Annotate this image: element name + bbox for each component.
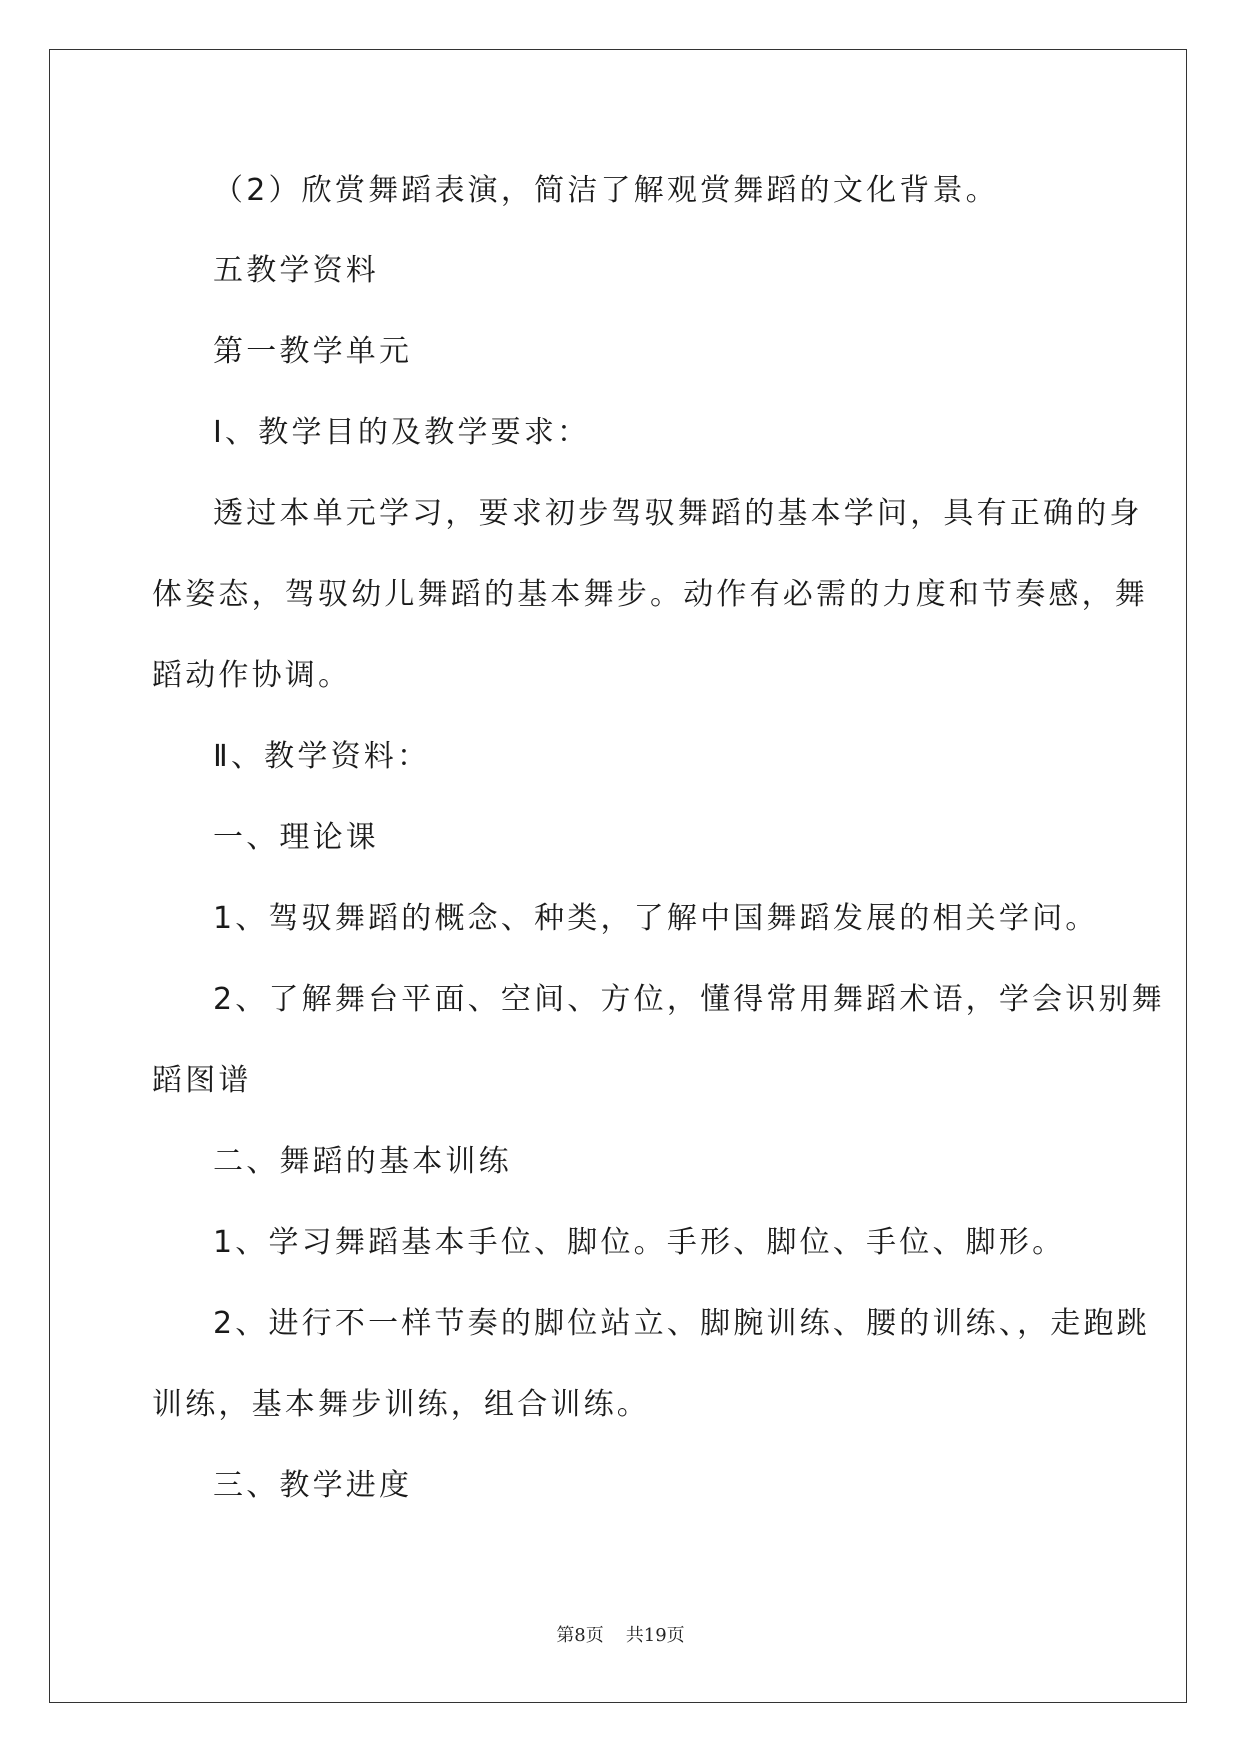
section-heading: 五教学资料 (213, 253, 379, 288)
list-item-continuation: 训练，基本舞步训练，组合训练。 (152, 1387, 650, 1422)
section-heading: 三、教学进度 (213, 1468, 413, 1503)
page-footer (0, 1621, 1241, 1647)
section-heading: 一、理论课 (213, 820, 379, 855)
list-item: 1、驾驭舞蹈的概念、种类，了解中国舞蹈发展的相关学问。 (213, 901, 1099, 936)
list-item: 2、进行不一样节奏的脚位站立、脚腕训练、腰的训练、，走跑跳 (213, 1306, 1150, 1341)
page-total: 共19页 (625, 1625, 685, 1646)
section-heading: Ⅰ、教学目的及教学要求： (213, 415, 591, 450)
paragraph-line: （2）欣赏舞蹈表演，简洁了解观赏舞蹈的文化背景。 (213, 173, 999, 208)
list-item-continuation: 蹈图谱 (152, 1063, 252, 1098)
paragraph-line: 体姿态，驾驭幼儿舞蹈的基本舞步。动作有必需的力度和节奏感，舞 (152, 577, 1148, 612)
paragraph-line: 蹈动作协调。 (152, 658, 352, 693)
section-heading: Ⅱ、教学资料： (213, 739, 431, 774)
section-heading: 第一教学单元 (213, 334, 413, 369)
section-heading: 二、舞蹈的基本训练 (213, 1144, 512, 1179)
page-number: 第8页 (556, 1625, 604, 1646)
list-item: 2、了解舞台平面、空间、方位，懂得常用舞蹈术语，学会识别舞 (213, 982, 1165, 1017)
page-border (49, 49, 1187, 1703)
paragraph-line: 透过本单元学习，要求初步驾驭舞蹈的基本学问，具有正确的身 (213, 496, 1143, 531)
list-item: 1、学习舞蹈基本手位、脚位。手形、脚位、手位、脚形。 (213, 1225, 1066, 1260)
